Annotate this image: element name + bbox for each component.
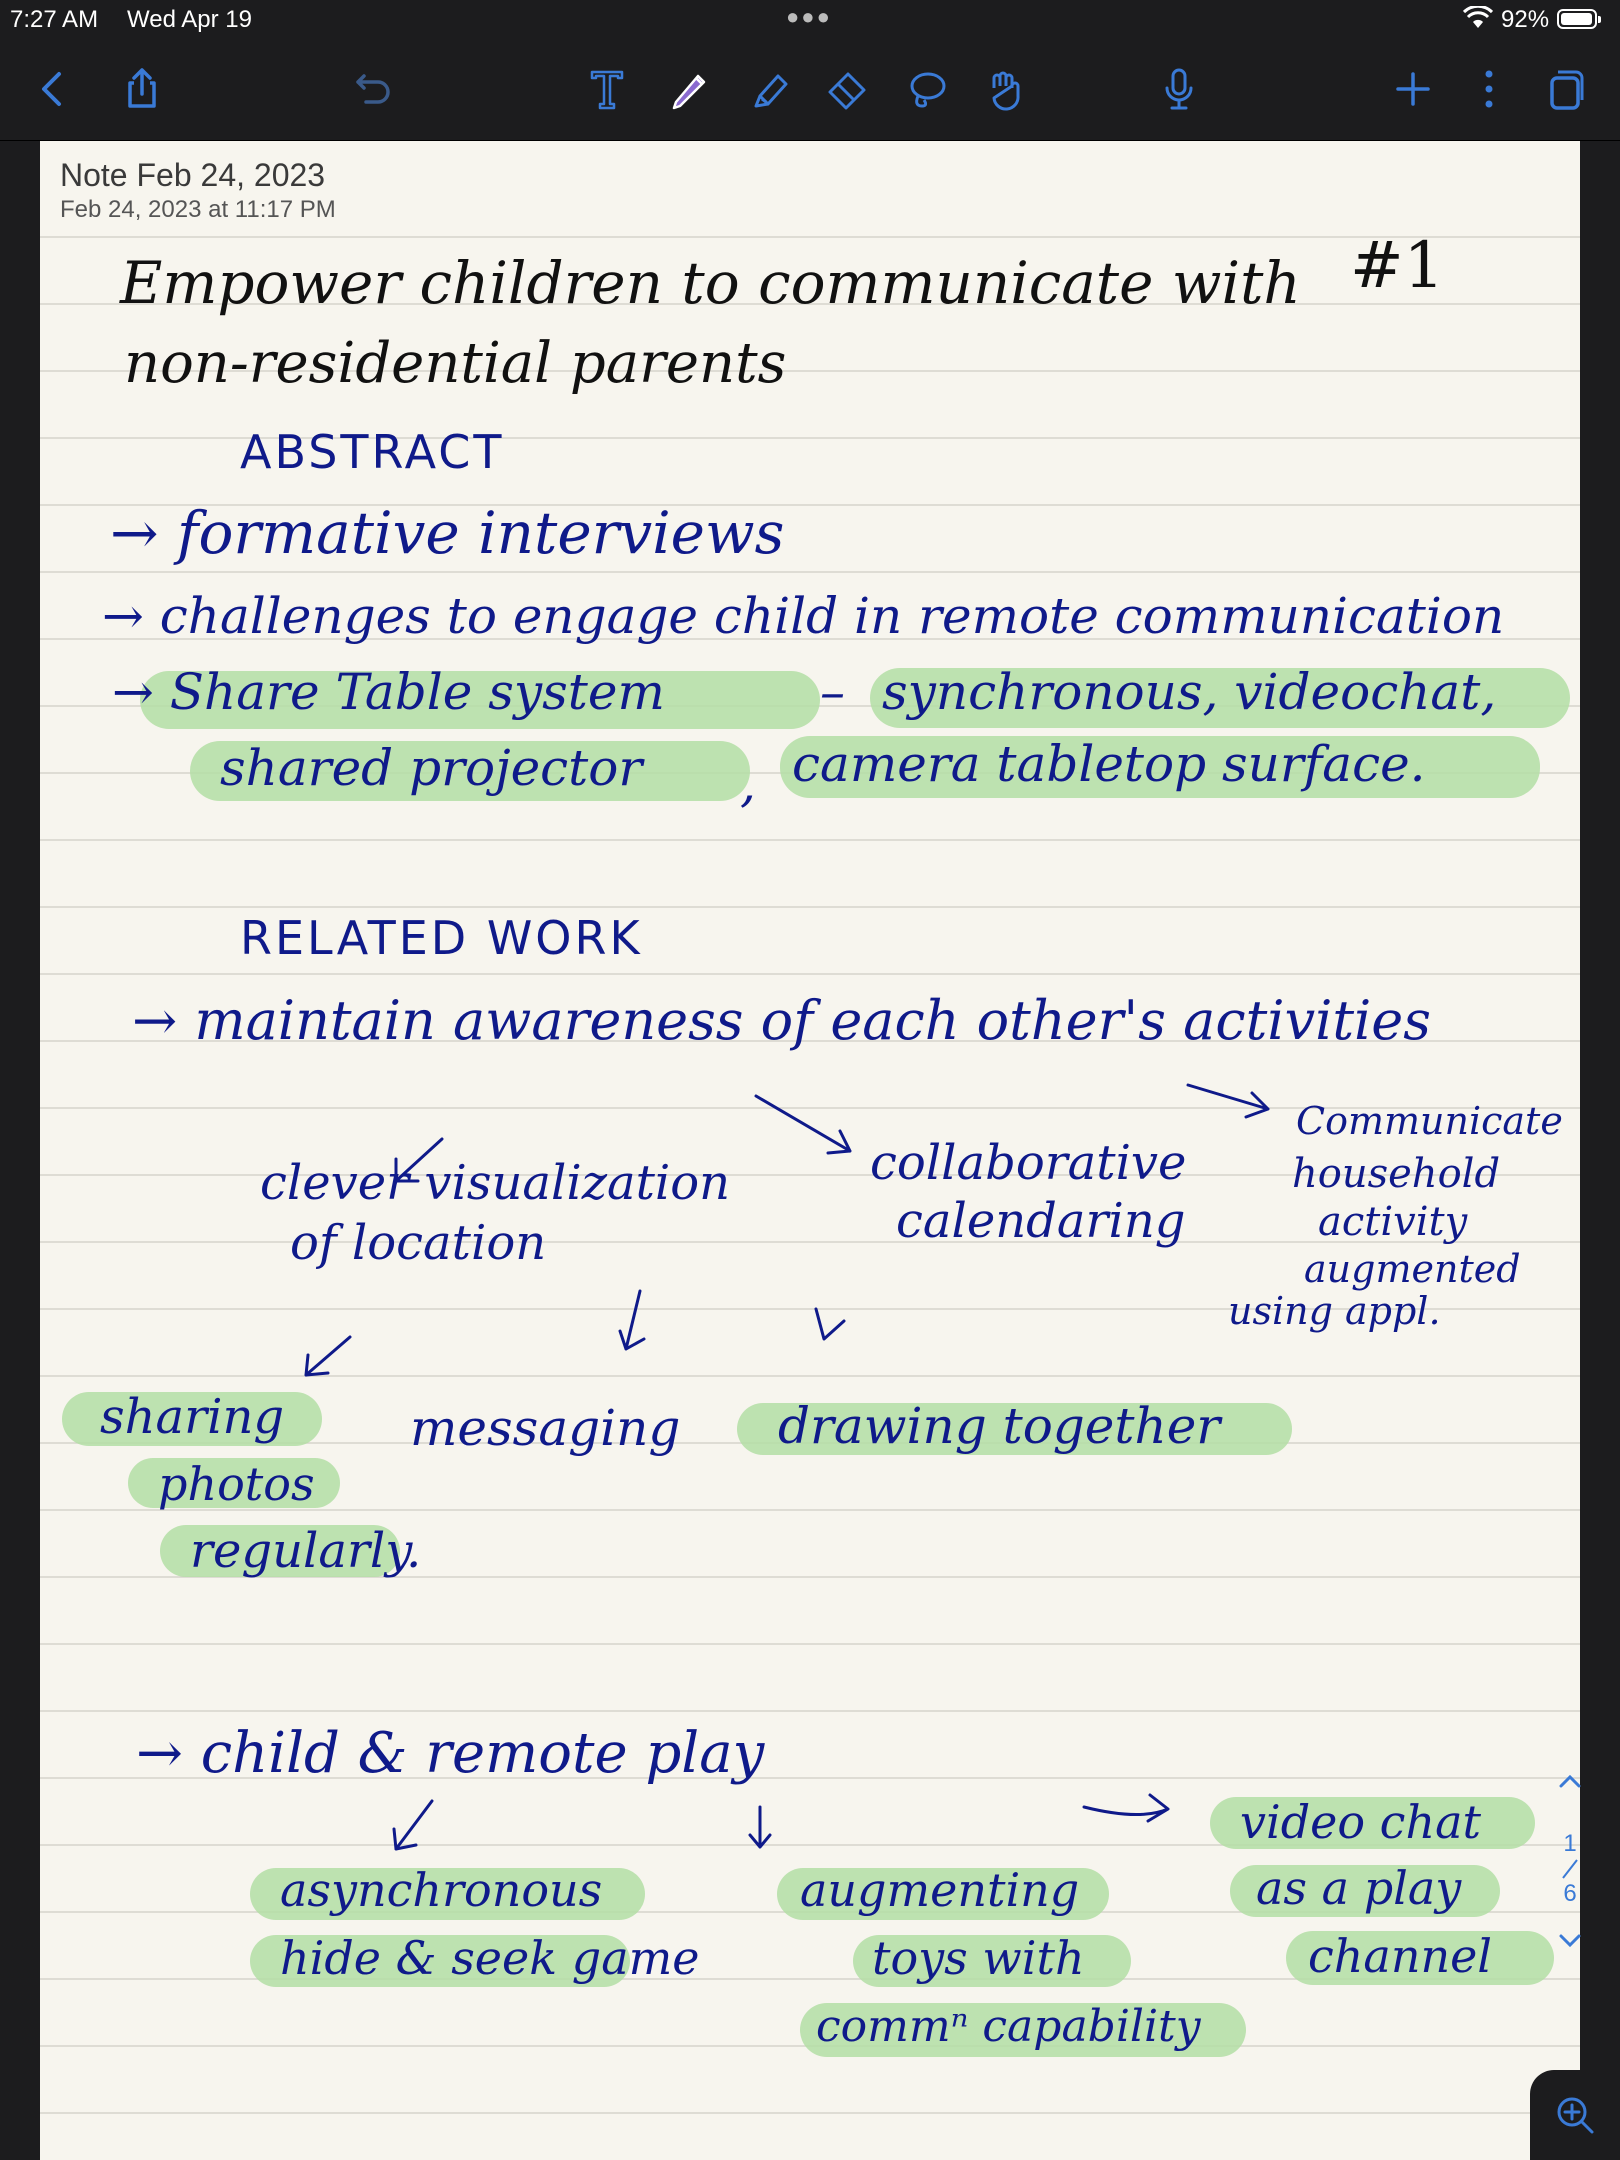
using-appl: using appl. xyxy=(1228,1289,1441,1333)
augmented: augmented xyxy=(1304,1247,1521,1291)
related-item-1: → maintain awareness of each other's activities xyxy=(132,989,1431,1052)
clever-visualization: clever visualization xyxy=(260,1155,731,1211)
abstract-item-3-dash: – xyxy=(820,663,845,721)
more-icon[interactable] xyxy=(1464,64,1514,114)
page-number-mark: #1 xyxy=(1350,229,1445,303)
add-icon[interactable] xyxy=(1388,64,1438,114)
battery-percentage: 92% xyxy=(1501,6,1550,33)
abstract-item-3-comma: , xyxy=(740,755,756,813)
battery-icon xyxy=(1557,9,1597,29)
arrow-to-messaging xyxy=(620,1291,644,1349)
total-pages: 6 xyxy=(1563,1880,1577,1907)
status-date: Wed Apr 19 xyxy=(127,6,252,33)
child-remote-play: → child & remote play xyxy=(136,1721,765,1786)
arrow-to-video xyxy=(1084,1795,1168,1821)
channel: channel xyxy=(1308,1929,1492,1983)
lasso-icon[interactable] xyxy=(902,64,952,114)
zoom-icon xyxy=(1552,2092,1598,2138)
page-separator xyxy=(1548,1858,1592,1880)
toys-with: toys with xyxy=(872,1931,1085,1985)
note-title[interactable]: Note Feb 24, 2023 xyxy=(60,157,326,193)
messaging: messaging xyxy=(410,1399,681,1457)
video-chat: video chat xyxy=(1240,1795,1481,1849)
of-location: of location xyxy=(290,1215,547,1271)
microphone-icon[interactable] xyxy=(1154,64,1204,114)
comm-capability: commⁿ capability xyxy=(816,2001,1201,2052)
calendaring: calendaring xyxy=(896,1193,1186,1249)
text-tool-icon[interactable] xyxy=(582,64,632,114)
arrow-to-augmenting xyxy=(750,1807,770,1847)
heading-line-2: non-residential parents xyxy=(124,331,787,396)
arrow-to-collaborative xyxy=(756,1096,850,1153)
sharing: sharing xyxy=(100,1389,285,1445)
abstract-item-3a: → Share Table system xyxy=(112,663,665,721)
back-icon[interactable] xyxy=(28,64,78,114)
heading-line-1: Empower children to communicate with xyxy=(120,249,1301,317)
multitasking-dots-icon[interactable]: ●●● xyxy=(786,4,832,29)
page-down-icon[interactable] xyxy=(1548,1928,1592,1959)
communicate: Communicate xyxy=(1296,1099,1563,1143)
wifi-icon xyxy=(1463,6,1493,37)
arrow-to-drawing xyxy=(816,1309,844,1339)
augmenting: augmenting xyxy=(800,1863,1080,1917)
undo-icon[interactable] xyxy=(348,64,398,114)
as-a-play: as a play xyxy=(1256,1861,1462,1915)
note-page[interactable] xyxy=(40,141,1580,2160)
collaborative: collaborative xyxy=(870,1135,1187,1191)
hand-touch-icon[interactable] xyxy=(980,64,1030,114)
arrow-to-async xyxy=(394,1801,432,1849)
highlighter-icon[interactable] xyxy=(746,64,796,114)
regularly: regularly. xyxy=(190,1523,422,1579)
eraser-icon[interactable] xyxy=(822,64,872,114)
abstract-item-2: → challenges to engage child in remote communication xyxy=(102,587,1505,645)
status-bar xyxy=(0,0,1620,40)
status-time: 7:27 AM xyxy=(10,6,99,33)
note-date: Feb 24, 2023 at 11:17 PM xyxy=(60,196,336,223)
zoom-button[interactable] xyxy=(1530,2070,1620,2160)
abstract-item-3b: synchronous, videochat, xyxy=(882,663,1497,721)
abstract-item-1: → formative interviews xyxy=(110,499,785,567)
page-up-icon[interactable] xyxy=(1548,1770,1592,1810)
arrow-to-sharing xyxy=(306,1337,350,1375)
current-page: 1 xyxy=(1563,1830,1577,1857)
arrow-to-clever xyxy=(396,1139,442,1181)
ink-arrows xyxy=(40,141,1580,2160)
photos: photos xyxy=(158,1457,315,1511)
pen-tool-icon[interactable] xyxy=(664,64,714,114)
share-icon[interactable] xyxy=(117,64,167,114)
household: household xyxy=(1292,1151,1501,1197)
toolbar xyxy=(0,40,1620,141)
abstract-label: ABSTRACT xyxy=(240,425,505,479)
arrow-to-communicate xyxy=(1188,1085,1268,1117)
asynchronous: asynchronous xyxy=(280,1863,603,1917)
abstract-item-3c: shared projector xyxy=(220,739,643,797)
activity: activity xyxy=(1318,1199,1468,1245)
abstract-item-3d: camera tabletop surface. xyxy=(792,735,1426,793)
page-indicator[interactable] xyxy=(1548,1770,1592,1990)
related-work-label: RELATED WORK xyxy=(240,911,643,965)
hide-seek-game: hide & seek game xyxy=(280,1931,700,1985)
pages-icon[interactable] xyxy=(1540,64,1590,114)
drawing-together: drawing together xyxy=(778,1397,1221,1455)
